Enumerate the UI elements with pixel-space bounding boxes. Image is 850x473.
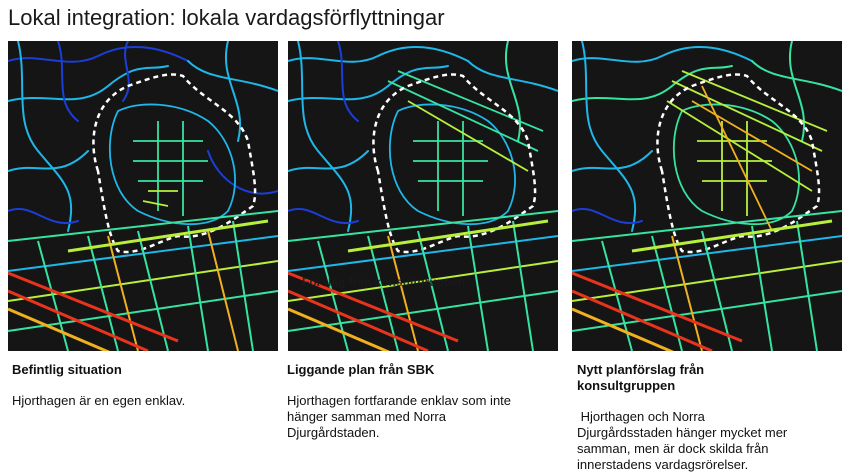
caption-sbk-plan: [287, 362, 512, 441]
caption-existing: [12, 362, 284, 409]
caption-title: Befintlig situation: [12, 362, 122, 377]
map-panel-consultant-plan: [572, 41, 842, 351]
panel-overlay-text: Förslag från konsultgruppen: [302, 275, 466, 289]
caption-title: Nytt planförslag från konsultgruppen: [577, 362, 705, 393]
network-map-existing: [8, 41, 278, 351]
caption-title: Liggande plan från SBK: [287, 362, 435, 377]
network-map-sbk-plan: [288, 41, 558, 351]
map-panel-sbk-plan: [288, 41, 558, 351]
caption-body: Hjorthagen är en egen enklav.: [12, 393, 186, 408]
caption-body: Hjorthagen och Norra Djurgårdsstaden hänger mycket mer samman, men är dock skilda från innerstadens vardagsrörelser.: [577, 409, 791, 472]
network-map-consultant-plan: [572, 41, 842, 351]
map-panel-existing: [8, 41, 278, 351]
caption-body: Hjorthagen fortfarande enklav som inte hänger samman med Norra Djurgårdstaden.: [287, 393, 512, 440]
page-title: Lokal integration: lokala vardagsförflyttningar: [8, 5, 445, 30]
caption-consultant-plan: [577, 362, 802, 473]
